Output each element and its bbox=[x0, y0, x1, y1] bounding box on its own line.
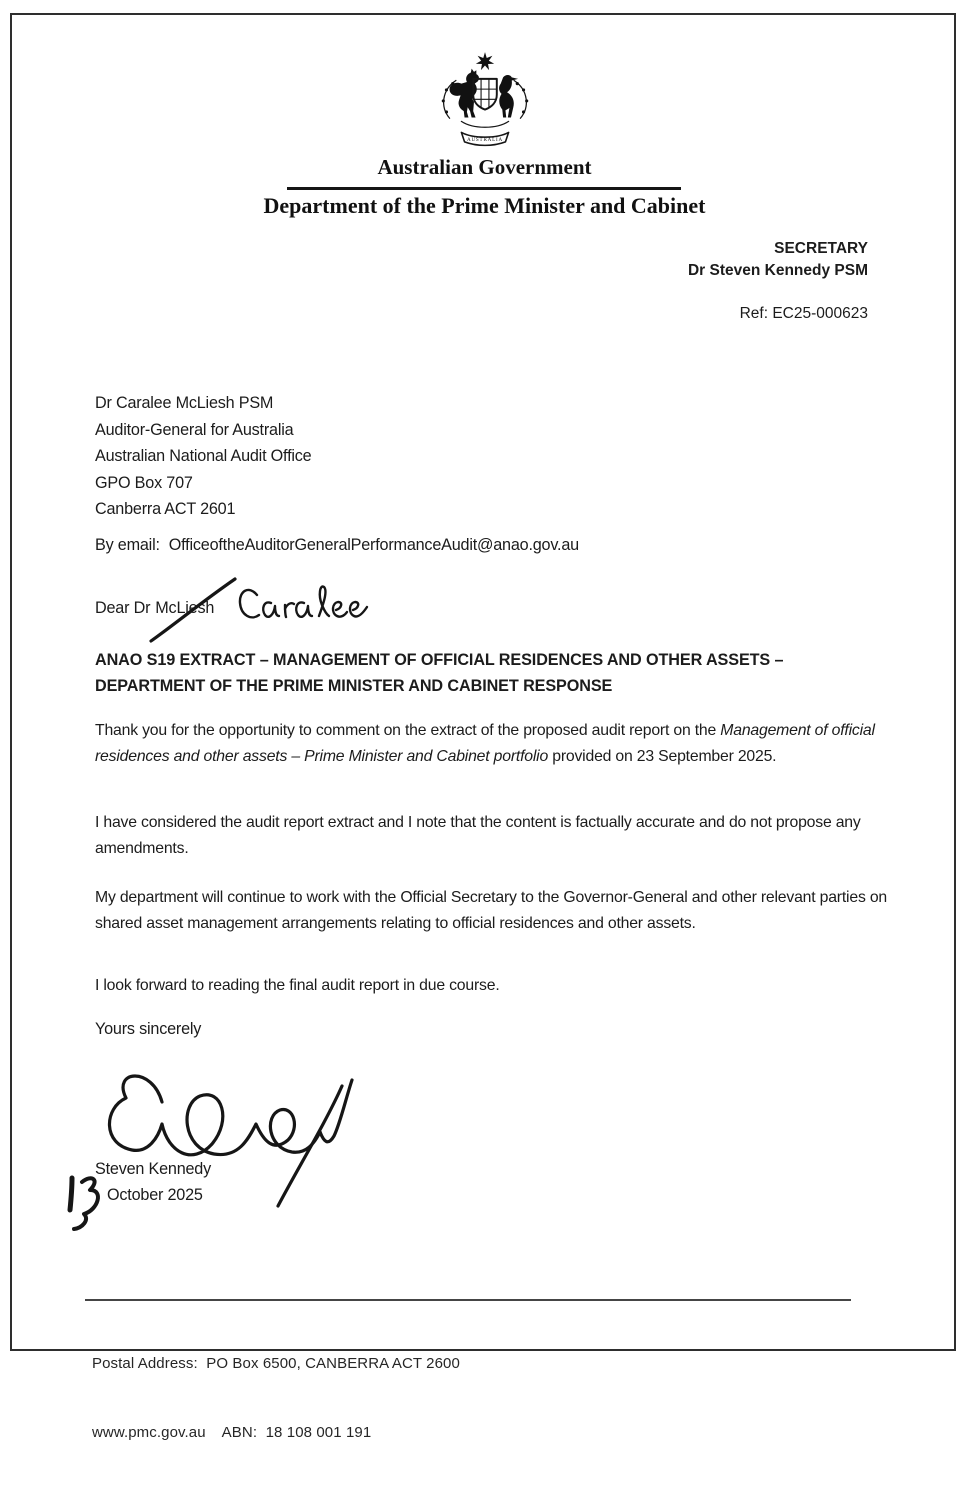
footer-website: www.pmc.gov.au bbox=[92, 1424, 206, 1441]
sender-name: Dr Steven Kennedy PSM bbox=[687, 262, 868, 279]
subject-line-2: DEPARTMENT OF THE PRIME MINISTER AND CABINET RESPONSE bbox=[95, 677, 613, 695]
shield bbox=[473, 79, 497, 110]
recipient-po-box: GPO Box 707 bbox=[95, 473, 193, 492]
subject-line-1: ANAO S19 EXTRACT – MANAGEMENT OF OFFICIAL RESIDENCES AND OTHER ASSETS – bbox=[95, 651, 784, 669]
salutation-greeting: Dear Dr bbox=[95, 599, 151, 617]
footer-web-abn-line bbox=[92, 1421, 460, 1444]
signatory-name: Steven Kennedy bbox=[95, 1160, 211, 1178]
sender-title: SECRETARY bbox=[774, 240, 868, 257]
government-title: Australian Government bbox=[377, 155, 592, 179]
coat-of-arms bbox=[0, 52, 969, 153]
recipient-name: Dr Caralee McLiesh PSM bbox=[95, 394, 274, 412]
footer-postal-address: Postal Address: PO Box 6500, CANBERRA ACT 2600 bbox=[92, 1355, 460, 1372]
recipient-role: Auditor-General for Australia bbox=[95, 420, 294, 439]
struck-name bbox=[155, 599, 214, 618]
footer bbox=[92, 1306, 460, 1490]
salutation bbox=[95, 599, 214, 618]
delivery-label: By email: bbox=[95, 536, 160, 554]
paragraph-1-tail: provided on 23 September 2025. bbox=[548, 747, 777, 765]
delivery-email: OfficeoftheAuditorGeneralPerformanceAudit@anao.gov.au bbox=[168, 536, 579, 554]
handwritten-day bbox=[62, 1172, 108, 1230]
letter-date bbox=[107, 1186, 203, 1205]
kangaroo-figure bbox=[449, 69, 478, 118]
reference-number: Ref: EC25-000623 bbox=[739, 305, 868, 322]
footer-divider bbox=[85, 1299, 851, 1301]
header-divider bbox=[287, 187, 681, 190]
letter-date-text: October 2025 bbox=[107, 1186, 203, 1204]
body-paragraph-1 bbox=[95, 718, 897, 770]
report-title-italic: Management of official residences and other assets – Prime Minister and Cabinet portfolio bbox=[95, 722, 875, 765]
body-paragraph-3: My department will continue to work with the Official Secretary to the Governor-General and other relevant parties on shared asset management arrangements relating to official residences and other assets. bbox=[95, 889, 887, 932]
recipient-organisation: Australian National Audit Office bbox=[95, 447, 312, 466]
crest-banner-text: AUSTRALIA bbox=[466, 137, 503, 144]
footer-abn: ABN: 18 108 001 191 bbox=[221, 1424, 372, 1441]
coat-of-arms-graphic bbox=[426, 52, 544, 153]
federation-star-icon bbox=[475, 52, 493, 70]
struck-name-text: McLiesh bbox=[155, 599, 215, 617]
body-paragraph-2: I have considered the audit report extract and I note that the content is factually accurate and do not propose any amendments. bbox=[95, 814, 861, 857]
recipient-address bbox=[95, 390, 311, 523]
recipient-city: Canberra ACT 2601 bbox=[95, 500, 236, 519]
wattle-stem-bottom bbox=[461, 121, 508, 127]
department-title: Department of the Prime Minister and Cabinet bbox=[263, 193, 706, 218]
handwritten-caralee bbox=[235, 583, 370, 633]
body-paragraph-4: I look forward to reading the final audit report in due course. bbox=[95, 977, 500, 994]
valediction: Yours sincerely bbox=[95, 1020, 202, 1038]
delivery-method bbox=[95, 536, 579, 555]
sender-block bbox=[688, 238, 868, 325]
paragraph-1-text: Thank you for the opportunity to comment on the extract of the proposed audit report on the bbox=[95, 722, 721, 739]
subject-line bbox=[95, 647, 783, 699]
